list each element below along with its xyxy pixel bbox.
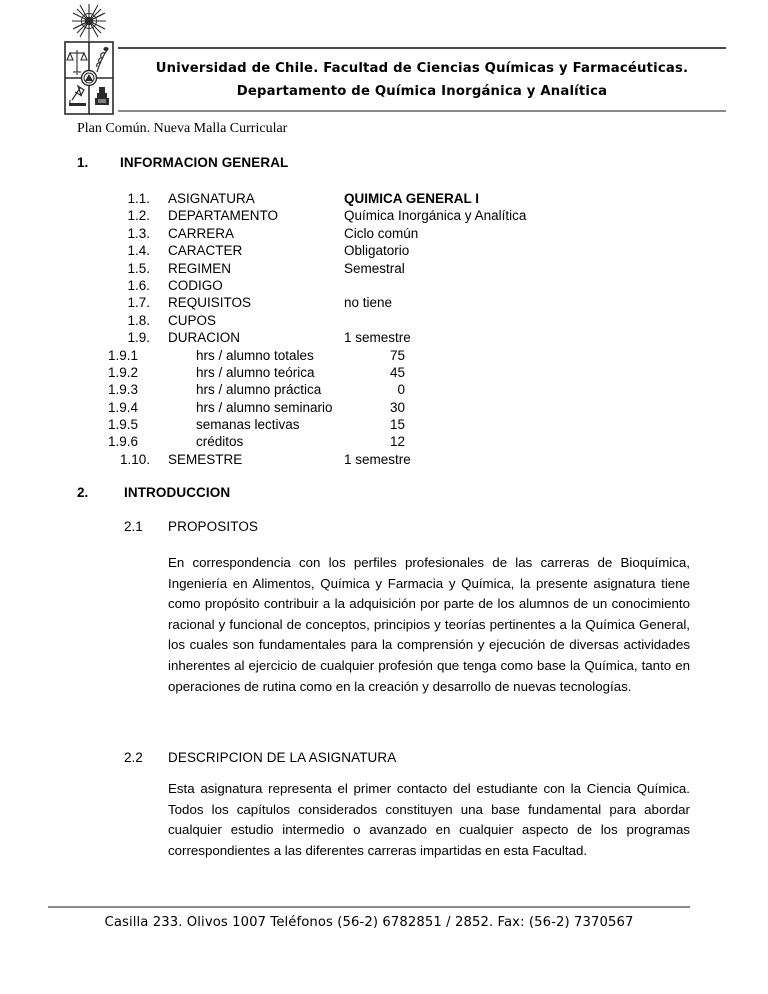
header-title-line-1: Universidad de Chile. Facultad de Ciencias Químicas y Farmacéuticas.	[155, 61, 689, 76]
info-row-number: 1.2.	[127, 208, 150, 224]
duration-row-value: 30	[389, 399, 405, 415]
info-row	[0, 329, 768, 346]
duration-row-value: 45	[389, 364, 405, 380]
plan-subtitle: Plan Común. Nueva Malla Curricular	[77, 121, 288, 136]
duration-row-value: 0	[397, 382, 405, 398]
info-row-value: 1 semestre	[344, 451, 411, 467]
section-2-1-number: 2.1	[124, 519, 143, 534]
duration-row-number: 1.9.2	[108, 364, 139, 380]
info-row-label: REQUISITOS	[168, 295, 252, 311]
duration-row	[0, 399, 768, 416]
duration-row-label: créditos	[196, 434, 244, 450]
duration-row-label: hrs / alumno teórica	[196, 364, 315, 380]
info-row-value: Obligatorio	[344, 243, 410, 259]
info-row-number: 1.1.	[127, 191, 150, 206]
info-row-label: CARACTER	[168, 243, 243, 259]
duration-row-value: 75	[389, 347, 405, 363]
header-rule-top	[118, 47, 726, 49]
section-2-2-title: DESCRIPCION DE LA ASIGNATURA	[168, 750, 397, 765]
info-row	[0, 451, 768, 468]
section-1-number: 1.	[77, 155, 89, 170]
info-row	[0, 225, 768, 242]
info-row-number: 1.10.	[119, 451, 150, 467]
duration-row-label: hrs / alumno totales	[196, 347, 314, 363]
duration-row	[0, 416, 768, 433]
info-row-label: DURACION	[168, 330, 241, 346]
section-2-number: 2.	[77, 485, 89, 500]
duration-row-number: 1.9.6	[108, 434, 139, 450]
info-row	[0, 312, 768, 329]
info-row-number: 1.3.	[127, 225, 150, 241]
info-row	[0, 190, 768, 207]
section-1-title: INFORMACION GENERAL	[120, 155, 289, 170]
info-row-label: REGIMEN	[168, 260, 232, 276]
duration-row	[0, 433, 768, 450]
info-row	[0, 260, 768, 277]
header-title-line-2: Departamento de Química Inorgánica y Analítica	[236, 84, 608, 99]
info-row-label: CARRERA	[168, 225, 235, 241]
duration-row	[0, 364, 768, 381]
info-row-number: 1.8.	[127, 312, 150, 328]
section-2-1-title: PROPOSITOS	[168, 519, 259, 534]
info-row-label: CUPOS	[168, 312, 217, 328]
duration-row-label: hrs / alumno seminario	[196, 399, 333, 415]
info-row-label: DEPARTAMENTO	[168, 208, 279, 224]
info-row-value: Ciclo común	[344, 225, 419, 241]
info-row-value: no tiene	[344, 295, 393, 311]
duration-row-number: 1.9.1	[108, 347, 139, 363]
section-2-title: INTRODUCCION	[124, 485, 231, 500]
info-row-number: 1.6.	[127, 277, 150, 293]
duration-row-number: 1.9.3	[108, 382, 139, 398]
duration-row-label: hrs / alumno práctica	[196, 382, 322, 398]
duration-row-value: 15	[389, 417, 405, 433]
info-row-value: QUIMICA GENERAL I	[344, 191, 480, 206]
info-row-number: 1.5.	[127, 260, 150, 276]
info-row	[0, 294, 768, 311]
duration-row	[0, 381, 768, 398]
university-crest-icon	[62, 0, 116, 116]
section-2-2-number: 2.2	[124, 750, 143, 765]
info-row	[0, 242, 768, 259]
duration-row-number: 1.9.4	[108, 399, 139, 415]
footer-contact-text: Casilla 233. Olivos 1007 Teléfonos (56-2) 6782851 / 2852. Fax: (56-2) 7370567	[104, 915, 634, 930]
info-row-value: Química Inorgánica y Analítica	[344, 208, 527, 224]
header-title	[118, 57, 726, 103]
page-header	[0, 0, 768, 118]
footer-rule	[48, 906, 690, 908]
info-row-number: 1.9.	[127, 330, 150, 346]
general-information-list	[0, 190, 768, 468]
info-row-value: Semestral	[344, 260, 405, 276]
info-row	[0, 277, 768, 294]
duration-row-label: semanas lectivas	[196, 417, 300, 433]
info-row-number: 1.4.	[127, 243, 150, 259]
proposals-paragraph: En correspondencia con los perfiles profesionales de las carreras de Bioquímica, Ingeniería en Alimentos, Química y Farmacia y Química, la presente asignatura tiene como propósito contribuir a la adquisición por parte de los alumnos de un conocimiento racional y funcional de conceptos, principios y teorías pertinentes a la Química General, los cuales son fundamentales para la comprensión y ejecución de diversas actividades inherentes al ejercicio de cualquier profesión que tenga como base la Química, tanto en operaciones de rutina como en la creación y desarrollo de nuevas tecnologías.	[168, 555, 690, 694]
info-row-number: 1.7.	[127, 295, 150, 311]
header-rule-bottom	[118, 110, 726, 112]
info-row-label: ASIGNATURA	[168, 191, 255, 206]
description-paragraph: Esta asignatura representa el primer contacto del estudiante con la Ciencia Química. Todos los capítulos considerados constituyen una base fundamental para abordar cualquier estudio intermedio o avanzado en cualquier aspecto de los programas correspondientes a las diferentes carreras impartidas en esta Facultad.	[168, 781, 690, 858]
duration-row-number: 1.9.5	[108, 417, 139, 433]
info-row-value: 1 semestre	[344, 330, 411, 346]
duration-row	[0, 347, 768, 364]
info-row-label: SEMESTRE	[168, 451, 243, 467]
info-row	[0, 207, 768, 224]
info-row-label: CODIGO	[168, 277, 223, 293]
duration-row-value: 12	[389, 434, 405, 450]
